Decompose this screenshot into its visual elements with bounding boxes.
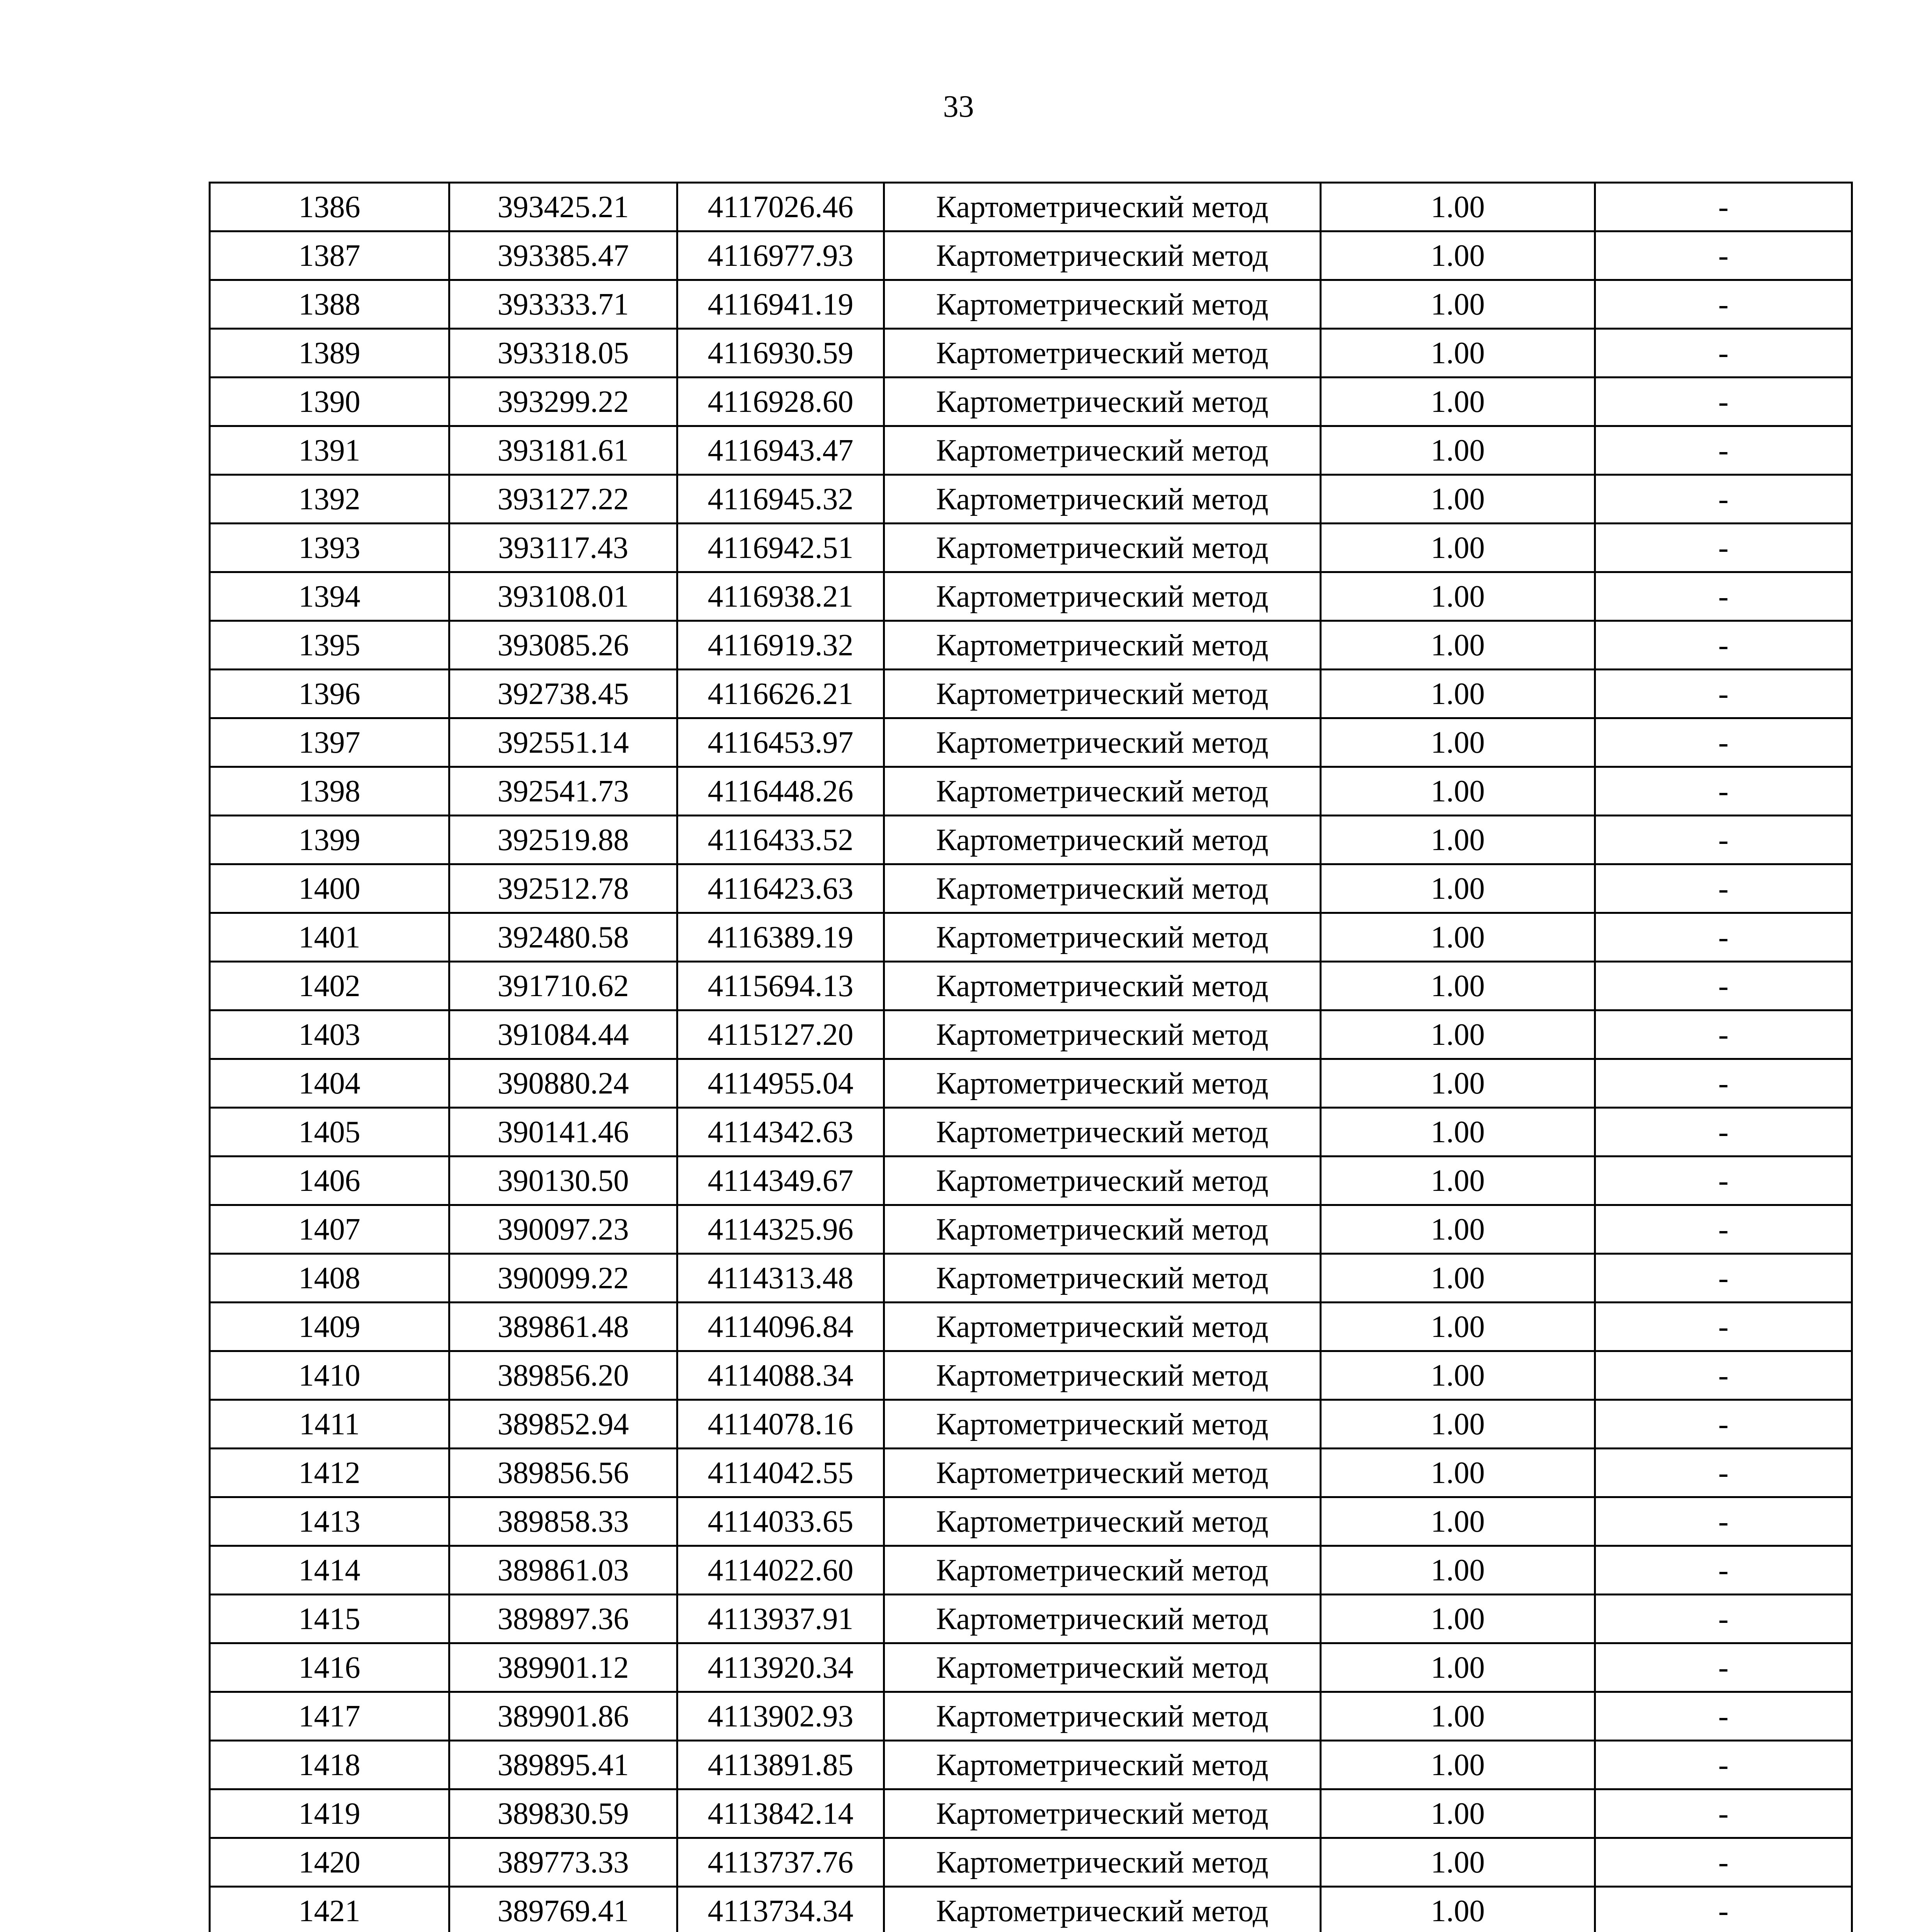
description-cell: - — [1595, 1838, 1852, 1887]
table-row — [210, 718, 1852, 767]
method-cell: Картометрический метод — [884, 1789, 1321, 1838]
table-row — [210, 524, 1852, 572]
table-row — [210, 913, 1852, 962]
accuracy-cell: 1.00 — [1321, 1741, 1595, 1789]
x-coordinate-cell: 392541.73 — [449, 767, 677, 816]
x-coordinate-cell: 393425.21 — [449, 183, 677, 231]
y-coordinate-cell: 4113937.91 — [677, 1595, 884, 1643]
table-row — [210, 1838, 1852, 1887]
accuracy-cell: 1.00 — [1321, 1449, 1595, 1497]
accuracy-cell: 1.00 — [1321, 1546, 1595, 1595]
table-row — [210, 183, 1852, 231]
accuracy-cell: 1.00 — [1321, 1789, 1595, 1838]
x-coordinate-cell: 393117.43 — [449, 524, 677, 572]
description-cell: - — [1595, 816, 1852, 864]
x-coordinate-cell: 390099.22 — [449, 1254, 677, 1303]
point-number-cell: 1406 — [210, 1156, 449, 1205]
table-row — [210, 1692, 1852, 1741]
y-coordinate-cell: 4114022.60 — [677, 1546, 884, 1595]
y-coordinate-cell: 4116919.32 — [677, 621, 884, 670]
point-number-cell: 1397 — [210, 718, 449, 767]
accuracy-cell: 1.00 — [1321, 572, 1595, 621]
description-cell: - — [1595, 378, 1852, 426]
accuracy-cell: 1.00 — [1321, 767, 1595, 816]
x-coordinate-cell: 390141.46 — [449, 1108, 677, 1156]
y-coordinate-cell: 4114088.34 — [677, 1351, 884, 1400]
table-row — [210, 1010, 1852, 1059]
y-coordinate-cell: 4116423.63 — [677, 864, 884, 913]
description-cell: - — [1595, 1108, 1852, 1156]
accuracy-cell: 1.00 — [1321, 329, 1595, 378]
y-coordinate-cell: 4116943.47 — [677, 426, 884, 475]
method-cell: Картометрический метод — [884, 670, 1321, 718]
point-number-cell: 1404 — [210, 1059, 449, 1108]
accuracy-cell: 1.00 — [1321, 816, 1595, 864]
x-coordinate-cell: 392551.14 — [449, 718, 677, 767]
point-number-cell: 1421 — [210, 1887, 449, 1932]
accuracy-cell: 1.00 — [1321, 1156, 1595, 1205]
table-row — [210, 621, 1852, 670]
accuracy-cell: 1.00 — [1321, 1254, 1595, 1303]
description-cell: - — [1595, 1449, 1852, 1497]
point-number-cell: 1412 — [210, 1449, 449, 1497]
description-cell: - — [1595, 1205, 1852, 1254]
y-coordinate-cell: 4114955.04 — [677, 1059, 884, 1108]
x-coordinate-cell: 393318.05 — [449, 329, 677, 378]
point-number-cell: 1408 — [210, 1254, 449, 1303]
method-cell: Картометрический метод — [884, 864, 1321, 913]
y-coordinate-cell: 4114313.48 — [677, 1254, 884, 1303]
accuracy-cell: 1.00 — [1321, 962, 1595, 1010]
x-coordinate-cell: 392519.88 — [449, 816, 677, 864]
method-cell: Картометрический метод — [884, 475, 1321, 524]
description-cell: - — [1595, 718, 1852, 767]
accuracy-cell: 1.00 — [1321, 1497, 1595, 1546]
method-cell: Картометрический метод — [884, 1692, 1321, 1741]
accuracy-cell: 1.00 — [1321, 1059, 1595, 1108]
x-coordinate-cell: 389856.20 — [449, 1351, 677, 1400]
accuracy-cell: 1.00 — [1321, 864, 1595, 913]
accuracy-cell: 1.00 — [1321, 1205, 1595, 1254]
x-coordinate-cell: 389897.36 — [449, 1595, 677, 1643]
description-cell: - — [1595, 864, 1852, 913]
point-number-cell: 1400 — [210, 864, 449, 913]
x-coordinate-cell: 389858.33 — [449, 1497, 677, 1546]
description-cell: - — [1595, 1741, 1852, 1789]
point-number-cell: 1388 — [210, 280, 449, 329]
y-coordinate-cell: 4116942.51 — [677, 524, 884, 572]
method-cell: Картометрический метод — [884, 1108, 1321, 1156]
y-coordinate-cell: 4116626.21 — [677, 670, 884, 718]
table-row — [210, 1156, 1852, 1205]
y-coordinate-cell: 4114325.96 — [677, 1205, 884, 1254]
y-coordinate-cell: 4116930.59 — [677, 329, 884, 378]
accuracy-cell: 1.00 — [1321, 718, 1595, 767]
y-coordinate-cell: 4116941.19 — [677, 280, 884, 329]
table-row — [210, 670, 1852, 718]
point-number-cell: 1390 — [210, 378, 449, 426]
description-cell: - — [1595, 1643, 1852, 1692]
method-cell: Картометрический метод — [884, 913, 1321, 962]
x-coordinate-cell: 389895.41 — [449, 1741, 677, 1789]
x-coordinate-cell: 390880.24 — [449, 1059, 677, 1108]
method-cell: Картометрический метод — [884, 1254, 1321, 1303]
accuracy-cell: 1.00 — [1321, 1887, 1595, 1932]
x-coordinate-cell: 389861.03 — [449, 1546, 677, 1595]
accuracy-cell: 1.00 — [1321, 1595, 1595, 1643]
point-number-cell: 1394 — [210, 572, 449, 621]
coordinates-table-body — [210, 183, 1852, 1932]
y-coordinate-cell: 4115694.13 — [677, 962, 884, 1010]
table-row — [210, 378, 1852, 426]
accuracy-cell: 1.00 — [1321, 378, 1595, 426]
coordinates-table — [209, 182, 1853, 1932]
method-cell: Картометрический метод — [884, 378, 1321, 426]
y-coordinate-cell: 4115127.20 — [677, 1010, 884, 1059]
y-coordinate-cell: 4114042.55 — [677, 1449, 884, 1497]
accuracy-cell: 1.00 — [1321, 1108, 1595, 1156]
accuracy-cell: 1.00 — [1321, 280, 1595, 329]
y-coordinate-cell: 4116453.97 — [677, 718, 884, 767]
x-coordinate-cell: 389856.56 — [449, 1449, 677, 1497]
accuracy-cell: 1.00 — [1321, 1303, 1595, 1351]
point-number-cell: 1393 — [210, 524, 449, 572]
method-cell: Картометрический метод — [884, 231, 1321, 280]
table-row — [210, 329, 1852, 378]
x-coordinate-cell: 391084.44 — [449, 1010, 677, 1059]
method-cell: Картометрический метод — [884, 1546, 1321, 1595]
table-row — [210, 1595, 1852, 1643]
method-cell: Картометрический метод — [884, 1595, 1321, 1643]
point-number-cell: 1395 — [210, 621, 449, 670]
x-coordinate-cell: 390130.50 — [449, 1156, 677, 1205]
method-cell: Картометрический метод — [884, 524, 1321, 572]
y-coordinate-cell: 4116389.19 — [677, 913, 884, 962]
accuracy-cell: 1.00 — [1321, 670, 1595, 718]
table-row — [210, 1497, 1852, 1546]
y-coordinate-cell: 4114078.16 — [677, 1400, 884, 1449]
description-cell: - — [1595, 280, 1852, 329]
accuracy-cell: 1.00 — [1321, 1838, 1595, 1887]
y-coordinate-cell: 4116928.60 — [677, 378, 884, 426]
x-coordinate-cell: 391710.62 — [449, 962, 677, 1010]
method-cell: Картометрический метод — [884, 1400, 1321, 1449]
table-row — [210, 1059, 1852, 1108]
description-cell: - — [1595, 1789, 1852, 1838]
description-cell: - — [1595, 670, 1852, 718]
method-cell: Картометрический метод — [884, 816, 1321, 864]
description-cell: - — [1595, 1303, 1852, 1351]
description-cell: - — [1595, 913, 1852, 962]
x-coordinate-cell: 389852.94 — [449, 1400, 677, 1449]
method-cell: Картометрический метод — [884, 1010, 1321, 1059]
method-cell: Картометрический метод — [884, 572, 1321, 621]
point-number-cell: 1419 — [210, 1789, 449, 1838]
method-cell: Картометрический метод — [884, 718, 1321, 767]
point-number-cell: 1414 — [210, 1546, 449, 1595]
method-cell: Картометрический метод — [884, 1887, 1321, 1932]
method-cell: Картометрический метод — [884, 767, 1321, 816]
point-number-cell: 1407 — [210, 1205, 449, 1254]
point-number-cell: 1402 — [210, 962, 449, 1010]
table-row — [210, 1303, 1852, 1351]
x-coordinate-cell: 392480.58 — [449, 913, 677, 962]
point-number-cell: 1392 — [210, 475, 449, 524]
y-coordinate-cell: 4113734.34 — [677, 1887, 884, 1932]
description-cell: - — [1595, 1595, 1852, 1643]
method-cell: Картометрический метод — [884, 329, 1321, 378]
description-cell: - — [1595, 1351, 1852, 1400]
y-coordinate-cell: 4116977.93 — [677, 231, 884, 280]
x-coordinate-cell: 393085.26 — [449, 621, 677, 670]
method-cell: Картометрический метод — [884, 1497, 1321, 1546]
accuracy-cell: 1.00 — [1321, 475, 1595, 524]
x-coordinate-cell: 392738.45 — [449, 670, 677, 718]
y-coordinate-cell: 4117026.46 — [677, 183, 884, 231]
method-cell: Картометрический метод — [884, 1303, 1321, 1351]
table-row — [210, 426, 1852, 475]
point-number-cell: 1417 — [210, 1692, 449, 1741]
y-coordinate-cell: 4116938.21 — [677, 572, 884, 621]
x-coordinate-cell: 393181.61 — [449, 426, 677, 475]
point-number-cell: 1411 — [210, 1400, 449, 1449]
point-number-cell: 1391 — [210, 426, 449, 475]
x-coordinate-cell: 393299.22 — [449, 378, 677, 426]
x-coordinate-cell: 389901.86 — [449, 1692, 677, 1741]
method-cell: Картометрический метод — [884, 1838, 1321, 1887]
table-row — [210, 1351, 1852, 1400]
point-number-cell: 1399 — [210, 816, 449, 864]
accuracy-cell: 1.00 — [1321, 183, 1595, 231]
description-cell: - — [1595, 183, 1852, 231]
table-row — [210, 1741, 1852, 1789]
accuracy-cell: 1.00 — [1321, 231, 1595, 280]
accuracy-cell: 1.00 — [1321, 1351, 1595, 1400]
table-row — [210, 1205, 1852, 1254]
x-coordinate-cell: 389861.48 — [449, 1303, 677, 1351]
x-coordinate-cell: 393333.71 — [449, 280, 677, 329]
point-number-cell: 1398 — [210, 767, 449, 816]
method-cell: Картометрический метод — [884, 1205, 1321, 1254]
description-cell: - — [1595, 621, 1852, 670]
table-row — [210, 1789, 1852, 1838]
table-row — [210, 767, 1852, 816]
method-cell: Картометрический метод — [884, 1449, 1321, 1497]
accuracy-cell: 1.00 — [1321, 621, 1595, 670]
y-coordinate-cell: 4114096.84 — [677, 1303, 884, 1351]
point-number-cell: 1401 — [210, 913, 449, 962]
method-cell: Картометрический метод — [884, 1351, 1321, 1400]
description-cell: - — [1595, 1254, 1852, 1303]
table-row — [210, 864, 1852, 913]
method-cell: Картометрический метод — [884, 183, 1321, 231]
description-cell: - — [1595, 1692, 1852, 1741]
description-cell: - — [1595, 231, 1852, 280]
x-coordinate-cell: 389769.41 — [449, 1887, 677, 1932]
point-number-cell: 1409 — [210, 1303, 449, 1351]
y-coordinate-cell: 4113737.76 — [677, 1838, 884, 1887]
table-row — [210, 280, 1852, 329]
x-coordinate-cell: 390097.23 — [449, 1205, 677, 1254]
description-cell: - — [1595, 962, 1852, 1010]
table-row — [210, 231, 1852, 280]
description-cell: - — [1595, 767, 1852, 816]
point-number-cell: 1416 — [210, 1643, 449, 1692]
accuracy-cell: 1.00 — [1321, 1692, 1595, 1741]
point-number-cell: 1396 — [210, 670, 449, 718]
accuracy-cell: 1.00 — [1321, 1400, 1595, 1449]
accuracy-cell: 1.00 — [1321, 1010, 1595, 1059]
point-number-cell: 1415 — [210, 1595, 449, 1643]
x-coordinate-cell: 389830.59 — [449, 1789, 677, 1838]
method-cell: Картометрический метод — [884, 621, 1321, 670]
table-row — [210, 1887, 1852, 1932]
description-cell: - — [1595, 1546, 1852, 1595]
table-row — [210, 816, 1852, 864]
method-cell: Картометрический метод — [884, 1059, 1321, 1108]
point-number-cell: 1418 — [210, 1741, 449, 1789]
description-cell: - — [1595, 1400, 1852, 1449]
method-cell: Картометрический метод — [884, 962, 1321, 1010]
table-row — [210, 1108, 1852, 1156]
table-row — [210, 572, 1852, 621]
y-coordinate-cell: 4116433.52 — [677, 816, 884, 864]
description-cell: - — [1595, 572, 1852, 621]
x-coordinate-cell: 392512.78 — [449, 864, 677, 913]
x-coordinate-cell: 393108.01 — [449, 572, 677, 621]
x-coordinate-cell: 389773.33 — [449, 1838, 677, 1887]
x-coordinate-cell: 393127.22 — [449, 475, 677, 524]
description-cell: - — [1595, 1887, 1852, 1932]
y-coordinate-cell: 4114349.67 — [677, 1156, 884, 1205]
point-number-cell: 1389 — [210, 329, 449, 378]
method-cell: Картометрический метод — [884, 1156, 1321, 1205]
y-coordinate-cell: 4113902.93 — [677, 1692, 884, 1741]
method-cell: Картометрический метод — [884, 280, 1321, 329]
description-cell: - — [1595, 524, 1852, 572]
method-cell: Картометрический метод — [884, 426, 1321, 475]
description-cell: - — [1595, 1497, 1852, 1546]
accuracy-cell: 1.00 — [1321, 524, 1595, 572]
description-cell: - — [1595, 329, 1852, 378]
y-coordinate-cell: 4113891.85 — [677, 1741, 884, 1789]
table-row — [210, 1400, 1852, 1449]
table-row — [210, 962, 1852, 1010]
method-cell: Картометрический метод — [884, 1643, 1321, 1692]
description-cell: - — [1595, 426, 1852, 475]
point-number-cell: 1405 — [210, 1108, 449, 1156]
method-cell: Картометрический метод — [884, 1741, 1321, 1789]
y-coordinate-cell: 4113842.14 — [677, 1789, 884, 1838]
page-number: 33 — [943, 90, 974, 124]
point-number-cell: 1420 — [210, 1838, 449, 1887]
point-number-cell: 1386 — [210, 183, 449, 231]
y-coordinate-cell: 4116448.26 — [677, 767, 884, 816]
accuracy-cell: 1.00 — [1321, 426, 1595, 475]
table-row — [210, 1254, 1852, 1303]
point-number-cell: 1403 — [210, 1010, 449, 1059]
description-cell: - — [1595, 1059, 1852, 1108]
point-number-cell: 1387 — [210, 231, 449, 280]
table-row — [210, 1643, 1852, 1692]
x-coordinate-cell: 393385.47 — [449, 231, 677, 280]
accuracy-cell: 1.00 — [1321, 913, 1595, 962]
table-row — [210, 475, 1852, 524]
accuracy-cell: 1.00 — [1321, 1643, 1595, 1692]
y-coordinate-cell: 4116945.32 — [677, 475, 884, 524]
description-cell: - — [1595, 1156, 1852, 1205]
description-cell: - — [1595, 1010, 1852, 1059]
y-coordinate-cell: 4113920.34 — [677, 1643, 884, 1692]
y-coordinate-cell: 4114033.65 — [677, 1497, 884, 1546]
point-number-cell: 1413 — [210, 1497, 449, 1546]
y-coordinate-cell: 4114342.63 — [677, 1108, 884, 1156]
description-cell: - — [1595, 475, 1852, 524]
point-number-cell: 1410 — [210, 1351, 449, 1400]
table-row — [210, 1449, 1852, 1497]
table-row — [210, 1546, 1852, 1595]
x-coordinate-cell: 389901.12 — [449, 1643, 677, 1692]
